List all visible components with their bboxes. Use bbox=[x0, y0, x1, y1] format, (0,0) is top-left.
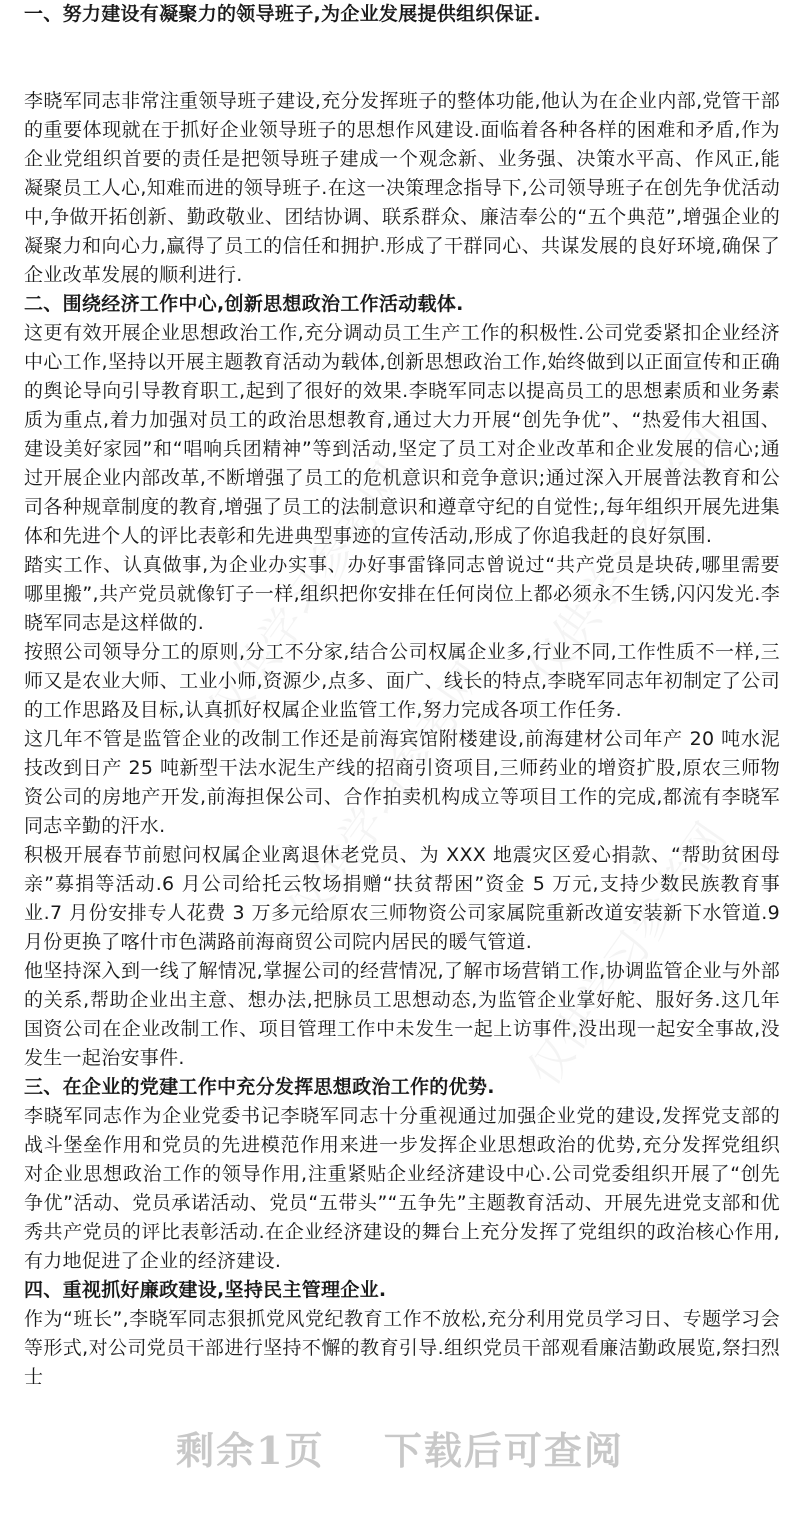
section-3-heading: 三、在企业的党建工作中充分发挥思想政治工作的优势. bbox=[24, 1076, 495, 1098]
section-3-paragraph: 李晓军同志作为企业党委书记李晓军同志十分重视通过加强企业党的建设,发挥党支部的战斗堡垒作用和党员的先进模范作用来进一步发挥企业思想政治的优势,充分发挥党组织对企业思想政治工作的领导作用,注重紧贴企业经济建设中心.公司党委组织开展了“创先争优”活动、党员承诺活动、党员“五带头”“五争先”主题教育活动、开展先进党支部和优秀共产党员的评比表彰活动.在企业经济建设的舞台上充分发挥了党组织的政治核心作用,有力地促进了企业的经济建设. bbox=[24, 1105, 780, 1272]
section-2-paragraph: 按照公司领导分工的原则,分工不分家,结合公司权属企业多,行业不同,工作性质不一样,三师又是农业大师、工业小师,资源少,点多、面广、线长的特点,李晓军同志年初制定了公司的工作思路及目标,认真抓好权属企业监管工作,努力完成各项工作任务. bbox=[24, 641, 780, 721]
section-2-paragraph: 积极开展春节前慰问权属企业离退休老党员、为 XXX 地震灾区爱心捐款、“帮助贫困母亲”募捐等活动.6 月公司给托云牧场捐赠“扶贫帮困”资金 5 万元,支持少数民族教育事业.7 月份安排专人花费 3 万多元给原农三师物资公司家属院重新改道安装新下水管道.9 月份更换了喀什市色满路前海商贸公司院内居民的暖气管道. bbox=[24, 844, 780, 953]
section-2-paragraph: 踏实工作、认真做事,为企业办实事、办好事雷锋同志曾说过“共产党员是块砖,哪里需要哪里搬”,共产党员就像钉子一样,组织把你安排在任何岗位上都必须永不生锈,闪闪发光.李晓军同志是这样做的. bbox=[24, 554, 780, 634]
download-prompt[interactable] bbox=[0, 1420, 800, 1475]
section-2-paragraph: 这更有效开展企业思想政治工作,充分调动员工生产工作的积极性.公司党委紧扣企业经济中心工作,坚持以开展主题教育活动为载体,创新思想政治工作,始终做到以正面宣传和正确的舆论导向引导教育职工,起到了很好的效果.李晓军同志以提高员工的思想素质和业务素质为重点,着力加强对员工的政治思想教育,通过大力开展“创先争优”、“热爱伟大祖国、建设美好家园”和“唱响兵团精神”等到活动,坚定了员工对企业改革和企业发展的信心;通过开展企业内部改革,不断增强了员工的危机意识和竞争意识;通过深入开展普法教育和公司各种规章制度的教育,增强了员工的法制意识和遵章守纪的自觉性;,每年组织开展先进集体和先进个人的评比表彰和先进典型事迹的宣传活动,形成了你追我赶的良好氛围. bbox=[24, 322, 780, 547]
section-2-paragraph: 这几年不管是监管企业的改制工作还是前海宾馆附楼建设,前海建材公司年产 20 吨水泥技改到日产 25 吨新型干法水泥生产线的招商引资项目,三师药业的增资扩股,原农三师物资公司的房地产开发,前海担保公司、合作拍卖机构成立等项目工作的完成,都流有李晓军同志辛勤的汗水. bbox=[24, 728, 780, 837]
spacer bbox=[24, 29, 780, 87]
section-1-heading: 一、努力建设有凝聚力的领导班子,为企业发展提供组织保证. bbox=[24, 3, 541, 25]
remaining-pages-label: 剩余1页 bbox=[176, 1428, 325, 1473]
section-1-paragraph: 李晓军同志非常注重领导班子建设,充分发挥班子的整体功能,他认为在企业内部,党管干部的重要体现就在于抓好企业领导班子的思想作风建设.面临着各种各样的困难和矛盾,作为企业党组织首要的责任是把领导班子建成一个观念新、业务强、决策水平高、作风正,能凝聚员工人心,知难而进的领导班子.在这一决策理念指导下,公司领导班子在创先争优活动中,争做开拓创新、勤政敬业、团结协调、联系群众、廉洁奉公的“五个典范”,增强企业的凝聚力和向心力,赢得了员工的信任和拥护.形成了干群同心、共谋发展的良好环境,确保了企业改革发展的顺利进行. bbox=[24, 90, 780, 286]
section-2-heading: 二、围绕经济工作中心,创新思想政治工作活动载体. bbox=[24, 293, 464, 315]
download-to-view-label: 下载后可查阅 bbox=[383, 1428, 624, 1473]
section-4-paragraph: 作为“班长”,李晓军同志狠抓党风党纪教育工作不放松,充分利用党员学习日、专题学习会等形式,对公司党员干部进行坚持不懈的教育引导.组织党员干部观看廉洁勤政展览,祭扫烈士 bbox=[24, 1308, 780, 1388]
section-4-heading: 四、重视抓好廉政建设,坚持民主管理企业. bbox=[24, 1279, 387, 1301]
section-2-paragraph: 他坚持深入到一线了解情况,掌握公司的经营情况,了解市场营销工作,协调监管企业与外部的关系,帮助企业出主意、想办法,把脉员工思想动态,为监管企业掌好舵、服好务.这几年国资公司在企业改制工作、项目管理工作中未发生一起上访事件,没出现一起安全事故,没发生一起治安事件. bbox=[24, 960, 780, 1069]
document-body bbox=[24, 0, 780, 1392]
